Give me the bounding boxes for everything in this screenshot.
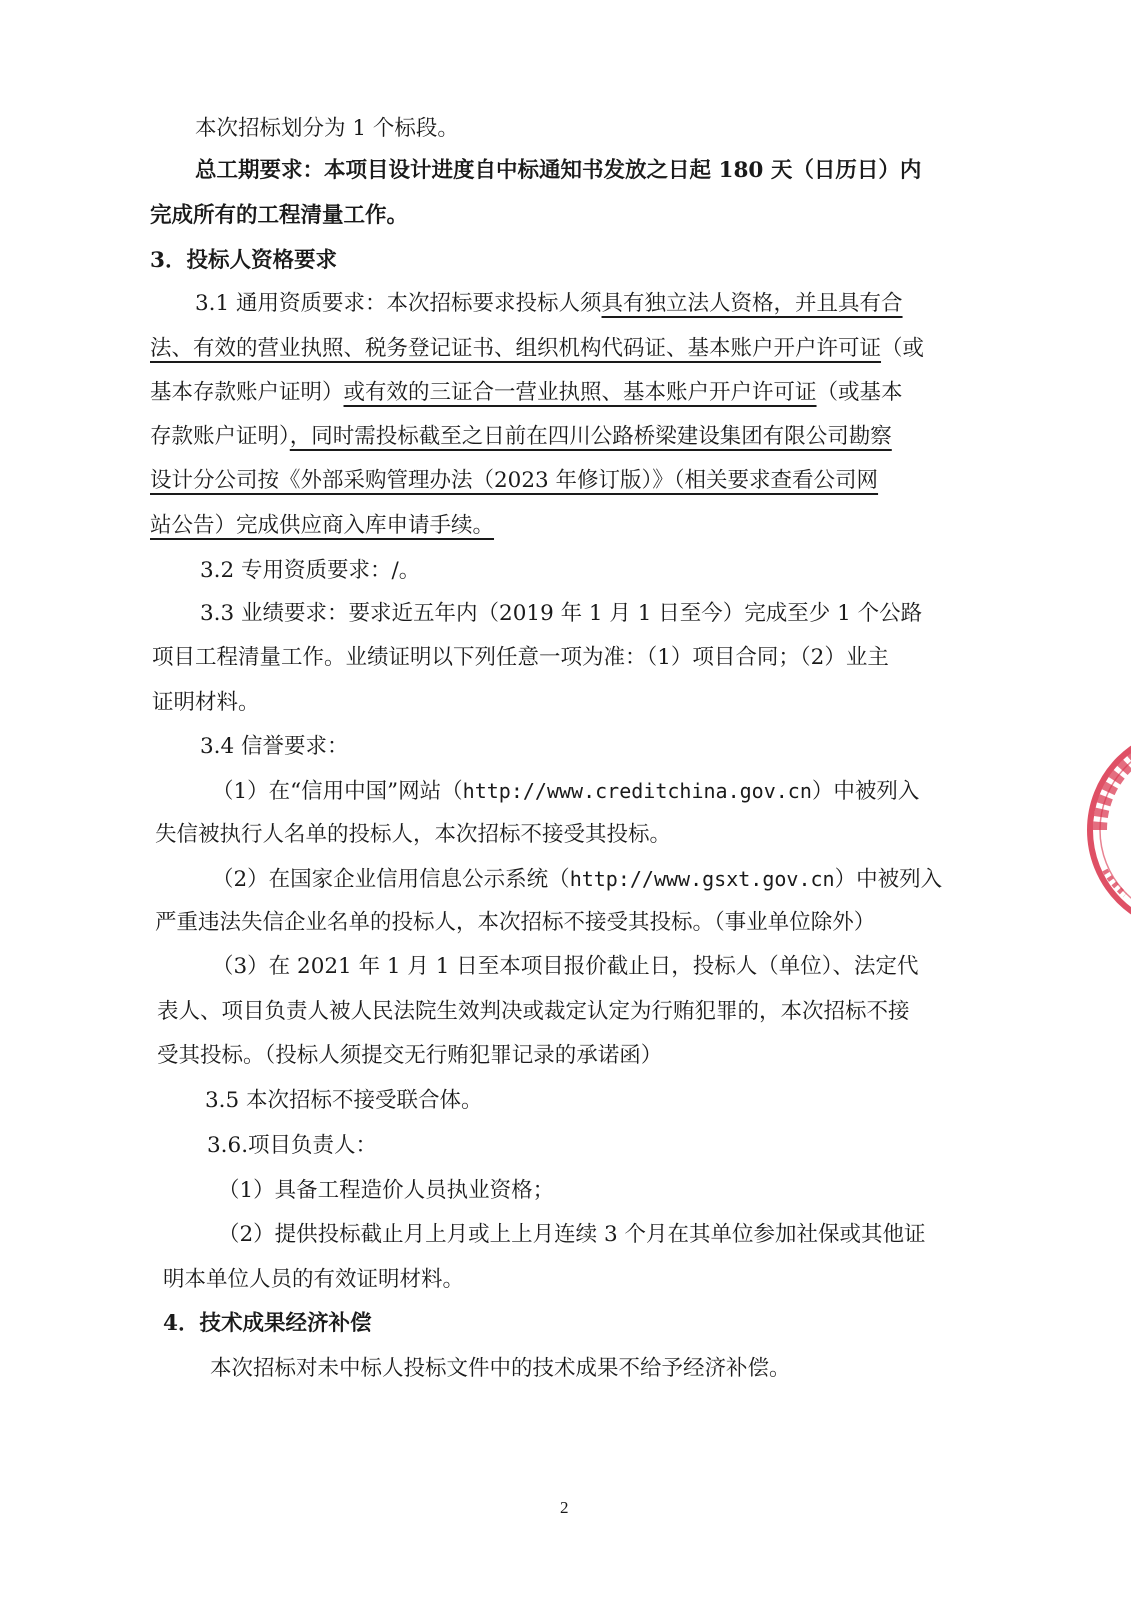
plain-text: （2）在国家企业信用信息公示系统（ (212, 867, 570, 892)
page-number: 2 (560, 1498, 569, 1517)
paragraph-line (150, 378, 903, 408)
paragraph-line: 本次招标对未中标人投标文件中的技术成果不给予经济补偿。 (210, 1356, 791, 1381)
plain-text: 基本存款账户证明） (150, 380, 344, 405)
paragraph-line (150, 466, 878, 496)
paragraph-line: 失信被执行人名单的投标人，本次招标不接受其投标。 (155, 822, 672, 847)
paragraph-line (150, 511, 494, 541)
paragraph-line: 本次招标划分为 1 个标段。 (195, 116, 459, 141)
paragraph-line: （1）具备工程造价人员执业资格； (218, 1178, 555, 1203)
paragraph-line: （3）在 2021 年 1 月 1 日至本项目报价截止日，投标人（单位）、法定代 (212, 954, 919, 979)
paragraph-line: 项目工程清量工作。业绩证明以下列任意一项为准：（1）项目合同；（2）业主 (152, 645, 889, 670)
paragraph-line: 证明材料。 (152, 690, 260, 715)
plain-text: ）中被列入 (834, 867, 943, 892)
paragraph-line: 严重违法失信企业名单的投标人，本次招标不接受其投标。（事业单位除外） (155, 910, 876, 935)
paragraph-line: 3.4 信誉要求： (200, 734, 349, 759)
paragraph-line: 3.2 专用资质要求：/。 (200, 558, 421, 583)
paragraph-line: 受其投标。（投标人须提交无行贿犯罪记录的承诺函） (157, 1043, 663, 1068)
paragraph-line: 3.6.项目负责人： (207, 1133, 378, 1158)
paragraph-line: 3.5 本次招标不接受联合体。 (205, 1088, 483, 1113)
paragraph-line (150, 334, 924, 364)
paragraph-line (195, 289, 903, 319)
paragraph-line: 表人、项目负责人被人民法院生效判决或裁定认定为行贿犯罪的，本次招标不接 (157, 999, 910, 1024)
plain-text: 3.1 通用资质要求：本次招标要求投标人须 (195, 291, 602, 316)
paragraph-line: （2）提供投标截止月上月或上上月连续 3 个月在其单位参加社保或其他证 (218, 1222, 926, 1247)
plain-text: （或 (881, 336, 925, 361)
paragraph-line: 明本单位人员的有效证明材料。 (163, 1267, 465, 1292)
underlined-text: 或有效的三证合一营业执照、基本账户开户许可证 (343, 380, 817, 405)
paragraph-line (212, 776, 919, 807)
underlined-text: 具有独立法人资格，并且具有合 (601, 291, 903, 316)
underlined-text: ，同时需投标截至之日前在四川公路桥梁建设集团有限公司勘察 (289, 424, 892, 449)
section-heading: 4．技术成果经济补偿 (163, 1311, 372, 1336)
schedule-requirement-line: 完成所有的工程清量工作。 (150, 203, 409, 228)
company-seal-image (1080, 720, 1131, 940)
section-heading: 3．投标人资格要求 (150, 248, 337, 273)
schedule-requirement-line: 总工期要求：本项目设计进度自中标通知书发放之日起 180 天（日历日）内 (195, 158, 922, 183)
underlined-text: 设计分公司按《外部采购管理办法（2023 年修订版）》（相关要求查看公司网 (150, 468, 879, 493)
paragraph-line: 3.3 业绩要求：要求近五年内（2019 年 1 月 1 日至今）完成至少 1 个公路 (200, 601, 923, 626)
credit-china-url: http://www.creditchina.gov.cn (462, 779, 812, 803)
underlined-text: 站公告）完成供应商入库申请手续。 (150, 513, 495, 538)
paragraph-line (150, 422, 892, 452)
plain-text: ）中被列入 (811, 779, 920, 804)
plain-text: （1）在“信用中国”网站（ (212, 779, 463, 804)
plain-text: 存款账户证明） (150, 424, 290, 449)
underlined-text: 法、有效的营业执照、税务登记证书、组织机构代码证、基本账户开户许可证 (150, 336, 882, 361)
paragraph-line (212, 864, 942, 895)
plain-text: （或基本 (816, 380, 903, 405)
gsxt-url: http://www.gsxt.gov.cn (569, 867, 835, 891)
